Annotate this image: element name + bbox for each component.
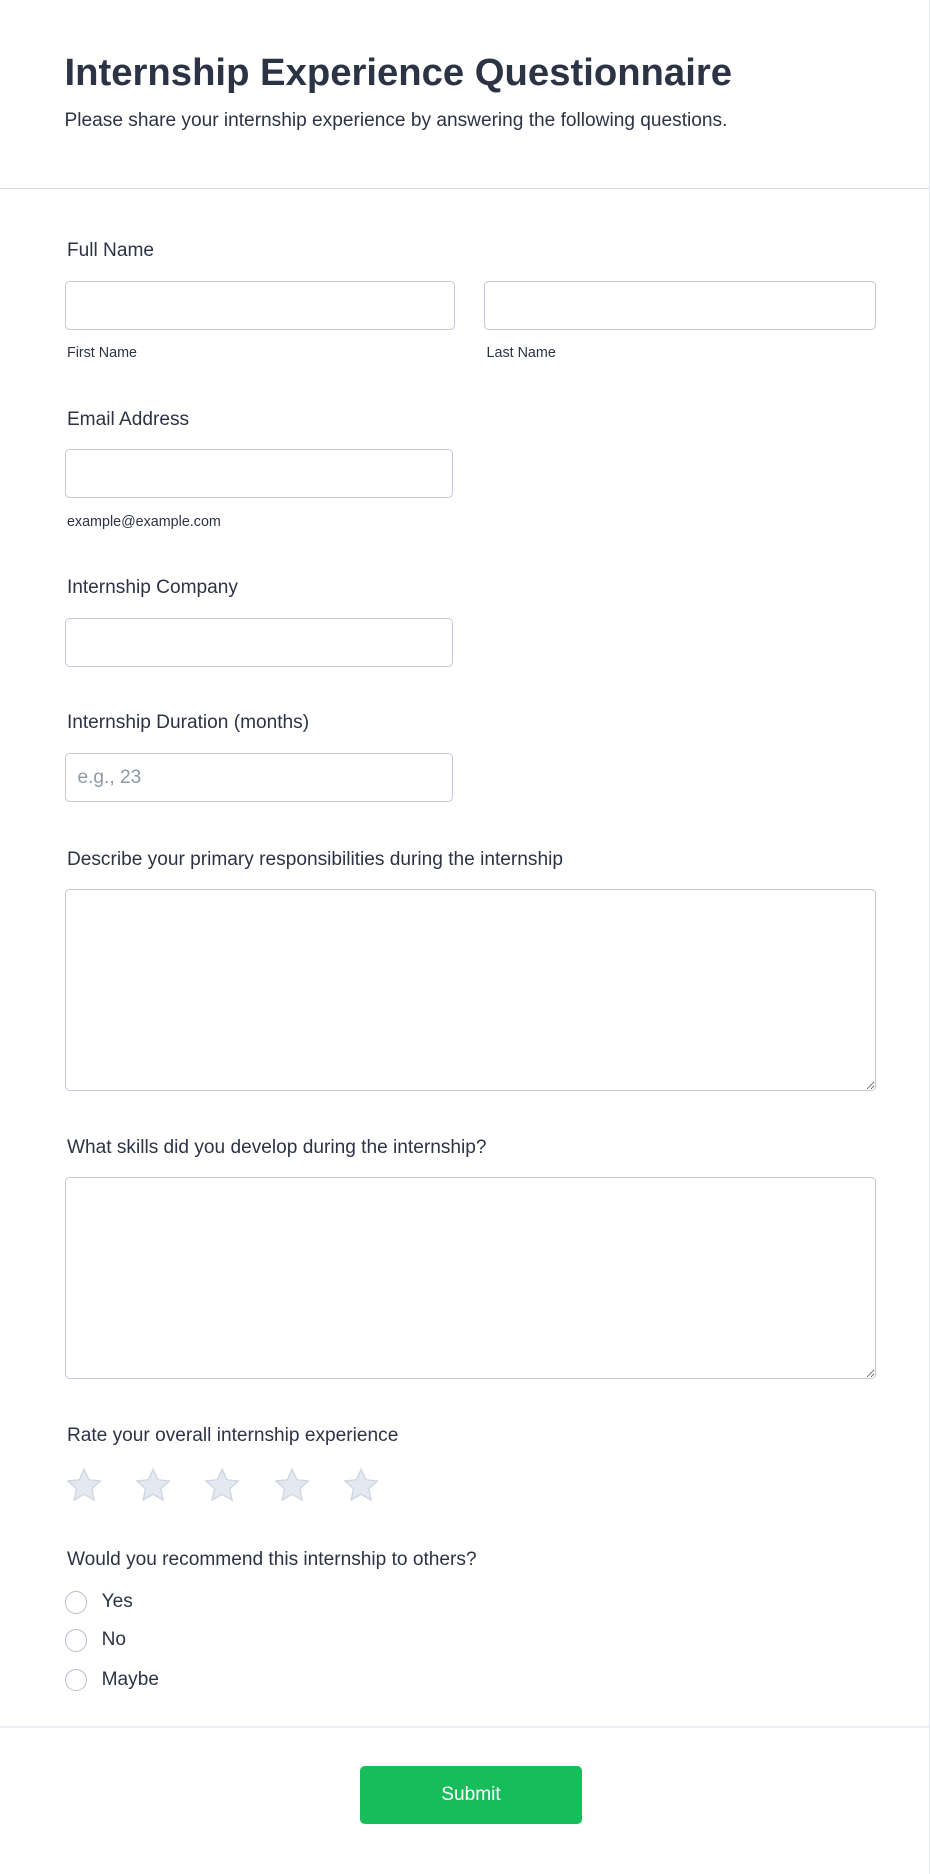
radio-no-label[interactable]: No: [101, 1629, 127, 1651]
duration-input[interactable]: [65, 753, 454, 802]
rating-label: Rate your overall internship experience: [66, 1424, 399, 1446]
responsibilities-label: Describe your primary responsibilities during the internship: [66, 848, 563, 870]
radio-yes[interactable]: [65, 1591, 88, 1614]
page-title: Internship Experience Questionnaire: [64, 51, 732, 95]
first-name-sublabel: First Name: [66, 345, 137, 362]
email-input[interactable]: [65, 449, 454, 498]
duration-label: Internship Duration (months): [66, 712, 310, 734]
radio-yes-label[interactable]: Yes: [101, 1591, 133, 1613]
radio-maybe[interactable]: [65, 1669, 88, 1692]
company-input[interactable]: [65, 618, 454, 667]
company-label: Internship Company: [66, 577, 238, 599]
star-icon-3[interactable]: [203, 1466, 241, 1504]
star-icon-4[interactable]: [273, 1466, 311, 1504]
page-subtitle: Please share your internship experience by answering the following questions.: [64, 109, 728, 131]
radio-maybe-label[interactable]: Maybe: [101, 1668, 159, 1690]
star-icon-5[interactable]: [342, 1466, 380, 1504]
full-name-label: Full Name: [66, 240, 155, 262]
form-header: [0, 0, 929, 189]
recommend-label: Would you recommend this internship to others?: [66, 1549, 477, 1571]
star-icon-2[interactable]: [134, 1466, 172, 1504]
first-name-input[interactable]: [65, 281, 456, 330]
footer-divider: [0, 1726, 929, 1728]
star-icon-1[interactable]: [65, 1466, 103, 1504]
skills-textarea[interactable]: [65, 1177, 877, 1379]
email-label: Email Address: [66, 408, 190, 430]
submit-button[interactable]: Submit: [360, 1766, 582, 1825]
email-sublabel: example@example.com: [66, 514, 221, 531]
radio-no[interactable]: [65, 1629, 88, 1652]
last-name-sublabel: Last Name: [486, 345, 556, 362]
last-name-input[interactable]: [484, 281, 876, 330]
skills-label: What skills did you develop during the internship?: [66, 1136, 487, 1158]
responsibilities-textarea[interactable]: [65, 889, 877, 1091]
